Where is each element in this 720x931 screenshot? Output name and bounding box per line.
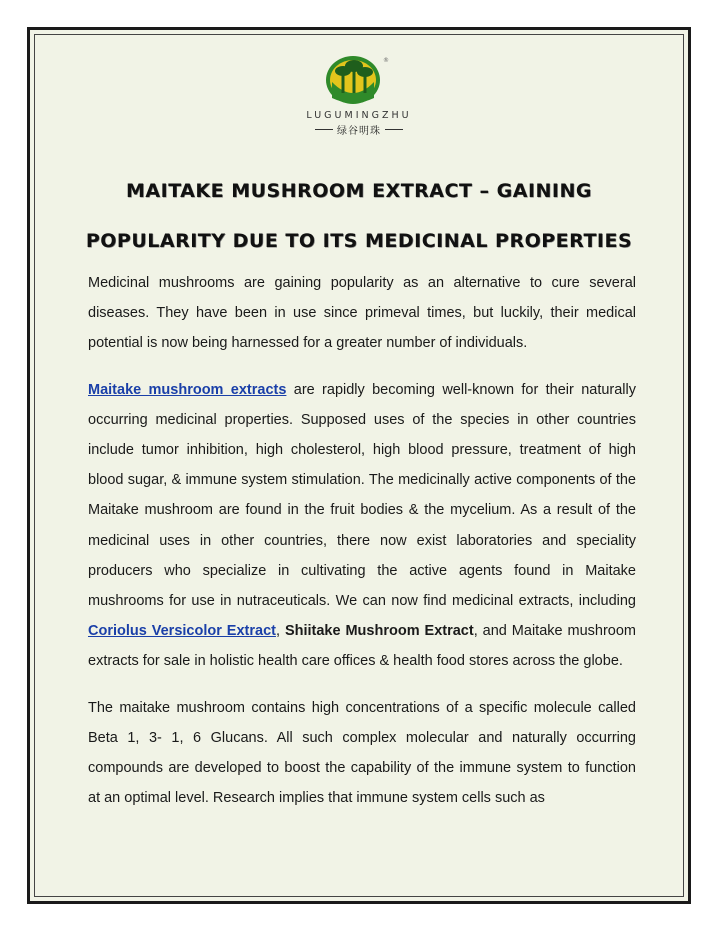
mushroom-logo-icon: [323, 52, 395, 106]
article-body: [88, 268, 636, 829]
paragraph-glucans: The maitake mushroom contains high concentrations of a specific molecule called Beta 1, 3- 1, 6 Glucans. All such complex molecular and naturally occurring compounds are developed to boost the capability of the immune system to function at an optimal level. Research implies that immune system cells such as: [88, 699, 636, 807]
coriolus-extract-link[interactable]: Coriolus Versicolor Extract: [88, 623, 276, 640]
paragraph-text: are rapidly becoming well-known for their naturally occurring medicinal properties. Supposed uses of the species in other countries include tumor inhibition, high cholesterol, high blood pressure, treatment of high blood sugar, & immune system stimulation. The medicinally active components of the Maitake mushroom are found in the fruit bodies & the mycelium. As a result of the medicinal uses in other countries, there now exist laboratories and speciality producers who specialize in cultivating the active agents found in Maitake mushrooms for use in nutraceuticals. We can now find medicinal extracts, including: [88, 381, 636, 610]
registered-mark: ®: [383, 57, 389, 64]
paragraph-text: , and Maitake mushroom extracts for sale in holistic health care offices & health food stores across the globe.: [88, 623, 636, 670]
logo-name-chinese: 绿谷明珠: [337, 126, 381, 137]
maitake-extract-link[interactable]: Maitake mushroom extracts: [88, 381, 287, 398]
title-line-2: POPULARITY DUE TO ITS MEDICINAL PROPERTIES: [85, 230, 633, 252]
article-title: [60, 166, 658, 266]
logo-name-chinese-row: [315, 122, 403, 137]
paragraph-intro: Medicinal mushrooms are gaining popularity as an alternative to cure several diseases. They have been in use since primeval times, but luckily, their medical potential is now being harnessed for a greater number of individuals.: [88, 275, 636, 352]
company-logo: [30, 52, 688, 137]
title-line-1: MAITAKE MUSHROOM EXTRACT – GAINING: [126, 180, 592, 202]
document-page: [27, 27, 691, 904]
paragraph-text: ,: [275, 623, 285, 640]
paragraph-maitake: [88, 375, 636, 677]
shiitake-extract-bold: Shiitake Mushroom Extract: [284, 623, 474, 640]
logo-name-english: LUGUMINGZHU: [306, 110, 412, 121]
logo-divider-left: [315, 129, 333, 130]
logo-divider-right: [385, 129, 403, 130]
